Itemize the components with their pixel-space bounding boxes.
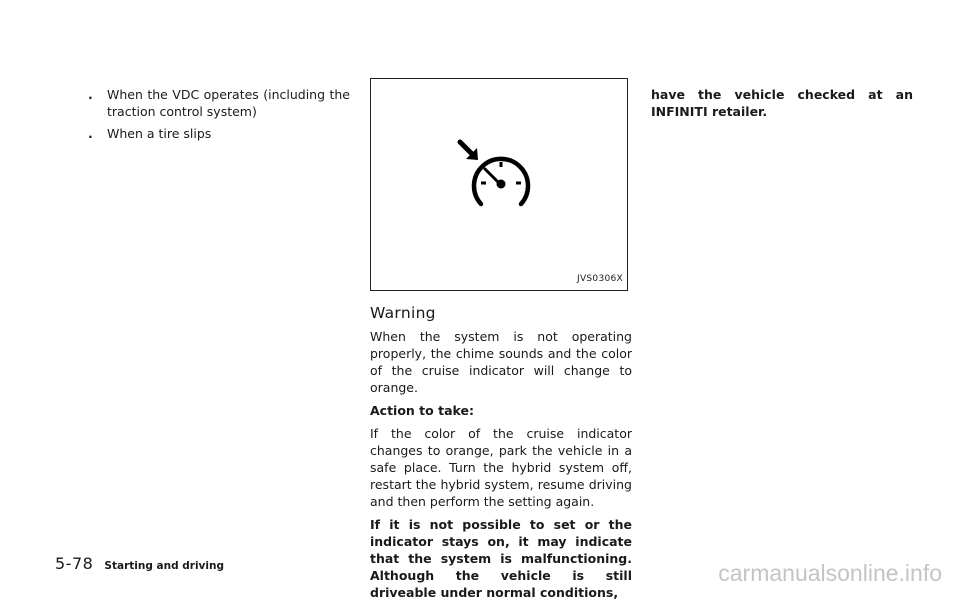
paragraph-bold: have the vehicle checked at an INFINITI retailer.: [651, 87, 913, 119]
bullet-marker: .: [88, 126, 93, 141]
action-label: Action to take:: [370, 403, 474, 418]
paragraph: If the color of the cruise indicator changes to orange, park the vehicle in a safe place. Turn the hybrid system off, restart the hybrid system, resume driving and then perform the setting again.: [370, 426, 632, 509]
page-footer: [55, 554, 224, 573]
cruise-indicator-icon: [371, 79, 629, 292]
page-number: 5-78: [55, 554, 94, 573]
bullet-text: When a tire slips: [107, 126, 212, 141]
section-heading: Warning: [370, 304, 436, 322]
middle-column: [370, 78, 632, 607]
paragraph-bold: If it is not possible to set or the indicator stays on, it may indicate that the system is malfunctioning. Although the vehicle is still driveable under normal conditions,: [370, 517, 632, 600]
paragraph: When the system is not operating properly, the chime sounds and the color of the cruise indicator will change to orange.: [370, 329, 632, 395]
footer-section-title: Starting and driving: [104, 560, 224, 572]
indicator-figure: [370, 78, 628, 291]
left-column: [88, 86, 350, 147]
bullet-item: [88, 86, 350, 120]
bullet-text: When the VDC operates (including the traction control system): [107, 87, 350, 119]
watermark: carmanualsonline.info: [718, 560, 942, 586]
bullet-item: [88, 125, 350, 142]
figure-code: JVS0306X: [577, 274, 623, 284]
bullet-marker: .: [88, 87, 93, 102]
right-column: [651, 86, 913, 126]
